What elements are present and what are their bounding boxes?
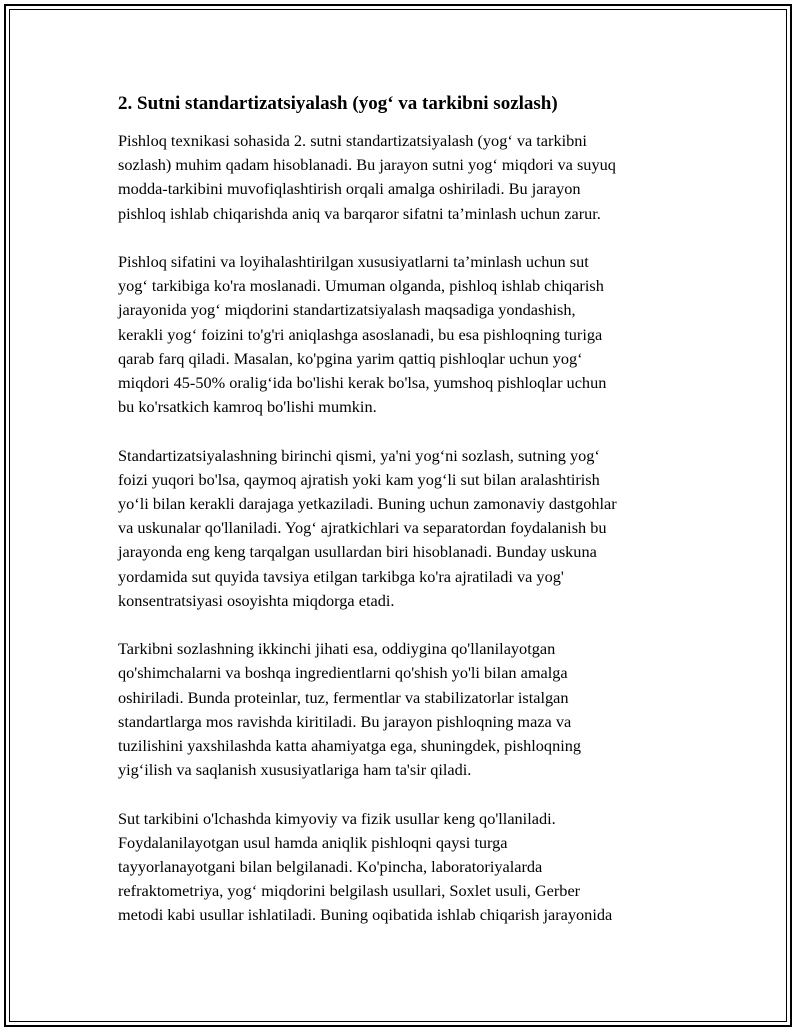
text-line: Standartizatsiyalashning birinchi qismi, ya'ni yog‘ni sozlash, sutning yog‘ (118, 445, 600, 465)
paragraph (118, 637, 678, 782)
text-line: konsentratsiyasi osoyishta miqdorga etadi. (118, 590, 395, 610)
text-line: Pishloq sifatini va loyihalashtirilgan xususiyatlarni ta’minlash uchun sut (118, 252, 589, 271)
text-line: jarayonda eng keng tarqalgan usullardan biri hisoblanadi. Bunday uskuna (118, 542, 597, 562)
text-line: refraktometriya, yog‘ miqdorini belgilash usullari, Soxlet usuli, Gerber (118, 881, 581, 901)
text-line: Tarkibni sozlashning ikkinchi jihati esa, oddiygina qo'llanilayotgan (118, 639, 556, 659)
text-line: bu ko'rsatkich kamroq bo'lishi mumkin. (118, 397, 377, 417)
text-line: sozlash) muhim qadam hisoblanadi. Bu jarayon sutni yog‘ miqdori va suyuq (118, 155, 616, 175)
text-line: kerakli yog‘ foizini to'g'ri aniqlashga asoslanadi, bu esa pishloqning turiga (118, 324, 603, 344)
paragraph (118, 444, 678, 613)
section-heading: 2. Sutni standartizatsiyalash (yog‘ va tarkibni sozlash) (118, 93, 558, 114)
text-line: miqdori 45-50% oralig‘ida bo'lishi kerak bo'lsa, yumshoq pishloqlar uchun (118, 373, 607, 393)
text-line: jarayonida yog‘ miqdorini standartizatsiyalash maqsadiga yondashish, (118, 300, 576, 320)
text-line: foizi yuqori bo'lsa, qaymoq ajratish yoki kam yog‘li sut bilan aralashtirish (118, 469, 600, 489)
paragraph (118, 129, 678, 226)
text-line: standartlarga mos ravishda kiritiladi. Bu jarayon pishloqning maza va (118, 711, 572, 731)
text-line: metodi kabi usullar ishlatiladi. Buning oqibatida ishlab chiqarish jarayonida (118, 905, 613, 925)
text-line: Sut tarkibini o'lchashda kimyoviy va fizik usullar keng qo'llaniladi. (118, 808, 556, 828)
text-line: tuzilishini yaxshilashda katta ahamiyatga ega, shuningdek, pishloqning (118, 736, 582, 756)
text-line: yog‘ tarkibiga ko'ra moslanadi. Umuman olganda, pishloq ishlab chiqarish (118, 276, 604, 296)
text-line: yordamida sut quyida tavsiya etilgan tarkibga ko'ra ajratiladi va yog' (118, 566, 564, 586)
text-line: va uskunalar qo'llaniladi. Yog‘ ajratkichlari va separatordan foydalanish bu (118, 518, 607, 538)
text-line: qo'shimchalarni va boshqa ingredientlarni qo'shish yo'li bilan amalga (118, 663, 568, 683)
text-line: yo‘li bilan kerakli darajaga yetkaziladi. Buning uchun zamonaviy dastgohlar (118, 494, 617, 514)
paragraph (118, 250, 678, 419)
document-body (118, 92, 678, 952)
text-line: yig‘ilish va saqlanish xususiyatlariga ham ta'sir qiladi. (118, 760, 472, 780)
text-line: qarab farq qiladi. Masalan, ko'pgina yarim qattiq pishloqlar uchun yog‘ (118, 348, 583, 368)
text-line: pishloq ishlab chiqarishda aniq va barqaror sifatni ta’minlash uchun zarur. (118, 203, 601, 223)
text-line: oshiriladi. Bunda proteinlar, tuz, fermentlar va stabilizatorlar istalgan (118, 687, 569, 707)
paragraph (118, 807, 678, 928)
text-line: Foydalanilayotgan usul hamda aniqlik pishloqni qaysi turga (118, 832, 508, 852)
text-line: Pishloq texnikasi sohasida 2. sutni standartizatsiyalash (yog‘ va tarkibni (118, 131, 587, 150)
text-line: tayyorlanayotgani bilan belgilanadi. Ko'pincha, laboratoriyalarda (118, 857, 543, 877)
text-line: modda-tarkibini muvofiqlashtirish orqali amalga oshiriladi. Bu jarayon (118, 179, 581, 199)
